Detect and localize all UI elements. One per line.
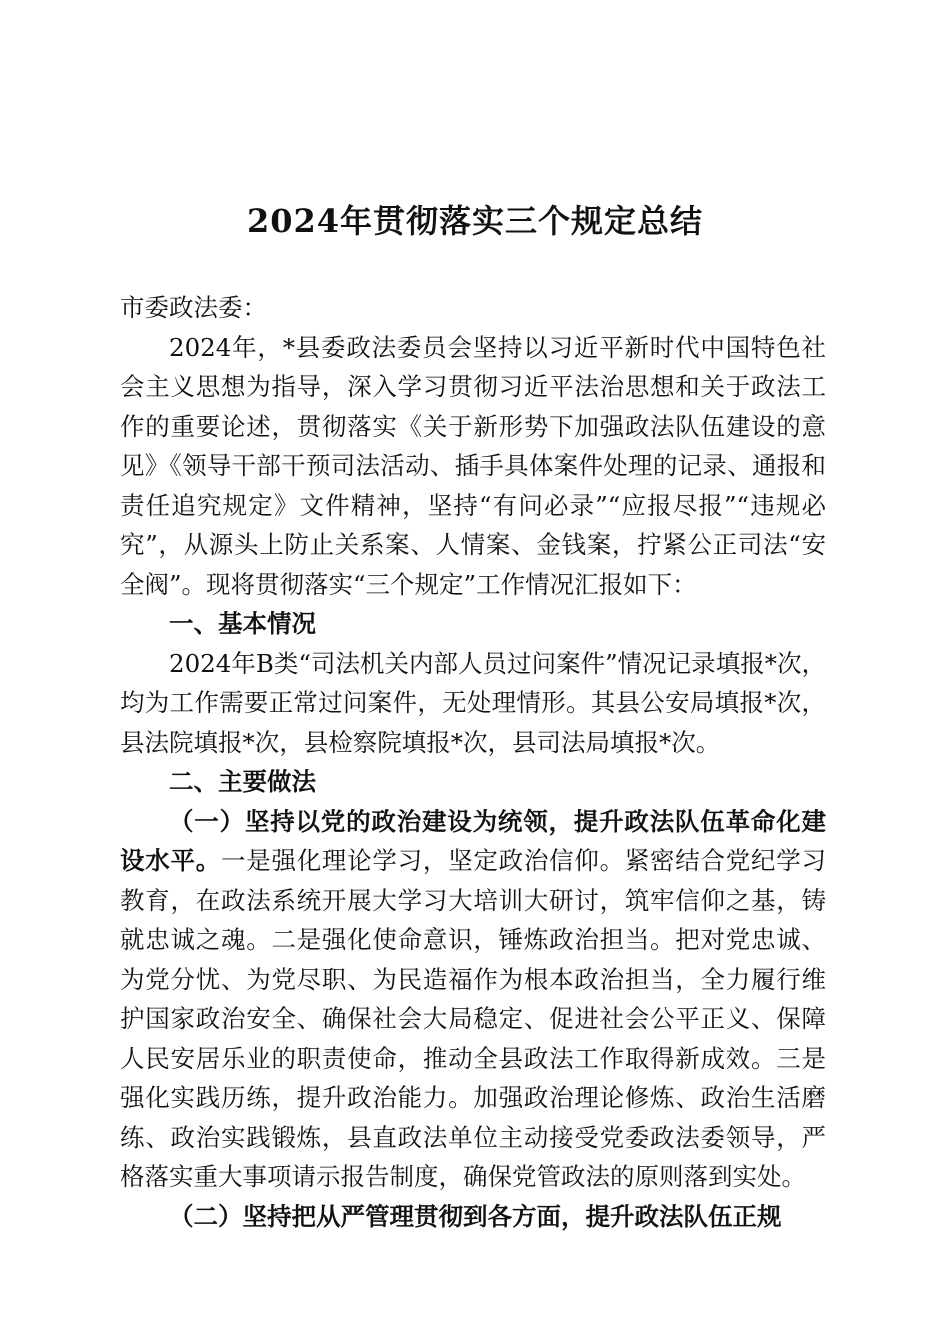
section-heading-basic-situation: 一、基本情况	[169, 609, 316, 638]
salutation: 市委政法委：	[120, 293, 267, 322]
practice-item-2-paragraph	[120, 1197, 826, 1237]
practice-item-1-text: 一是强化理论学习，坚定政治信仰。紧密结合党纪学习教育，在政法系统开展大学习大培训大研讨，筑牢信仰之基，铸就忠诚之魂。二是强化使命意识，锤炼政治担当。把对党忠诚、为党分忧、为党尽职、为民造福作为根本政治担当，全力履行维护国家政治安全、确保社会大局稳定、促进社会公平正义、保障人民安居乐业的职责使命，推动全县政法工作取得新成效。三是强化实践历练，提升政治能力。加强政治理论修炼、政治生活磨练、政治实践锻炼，县直政法单位主动接受党委政法委领导，严格落实重大事项请示报告制度，确保党管政法的原则落到实处。	[120, 846, 827, 1191]
basic-situation-paragraph: 2024年B类“司法机关内部人员过问案件”情况记录填报*次，均为工作需要正常过问案件，无处理情形。其县公安局填报*次，县法院填报*次，县检察院填报*次，县司法局填报*次。	[120, 648, 826, 757]
document-title: 2024年贯彻落实三个规定总结	[246, 202, 704, 240]
practice-item-1-paragraph	[120, 802, 826, 1197]
section-heading-main-practices: 二、主要做法	[169, 767, 316, 796]
document-body	[120, 288, 826, 1236]
intro-paragraph: 2024年，*县委政法委员会坚持以习近平新时代中国特色社会主义思想为指导，深入学习贯彻习近平法治思想和关于政法工作的重要论述，贯彻落实《关于新形势下加强政法队伍建设的意见》《领导干部干预司法活动、插手具体案件处理的记录、通报和责任追究规定》文件精神，坚持“有问必录”“应报尽报”“违规必究”，从源头上防止关系案、人情案、金钱案，拧紧公正司法“安全阀”。现将贯彻落实“三个规定”工作情况汇报如下：	[120, 332, 826, 599]
practice-item-2-lead: （二）坚持把从严管理贯彻到各方面，提升政法队伍正规	[169, 1201, 782, 1231]
practice-item-1-lead: （一）坚持以党的政治建设为统领，提升政法队伍革命化建设水平。	[120, 806, 826, 875]
